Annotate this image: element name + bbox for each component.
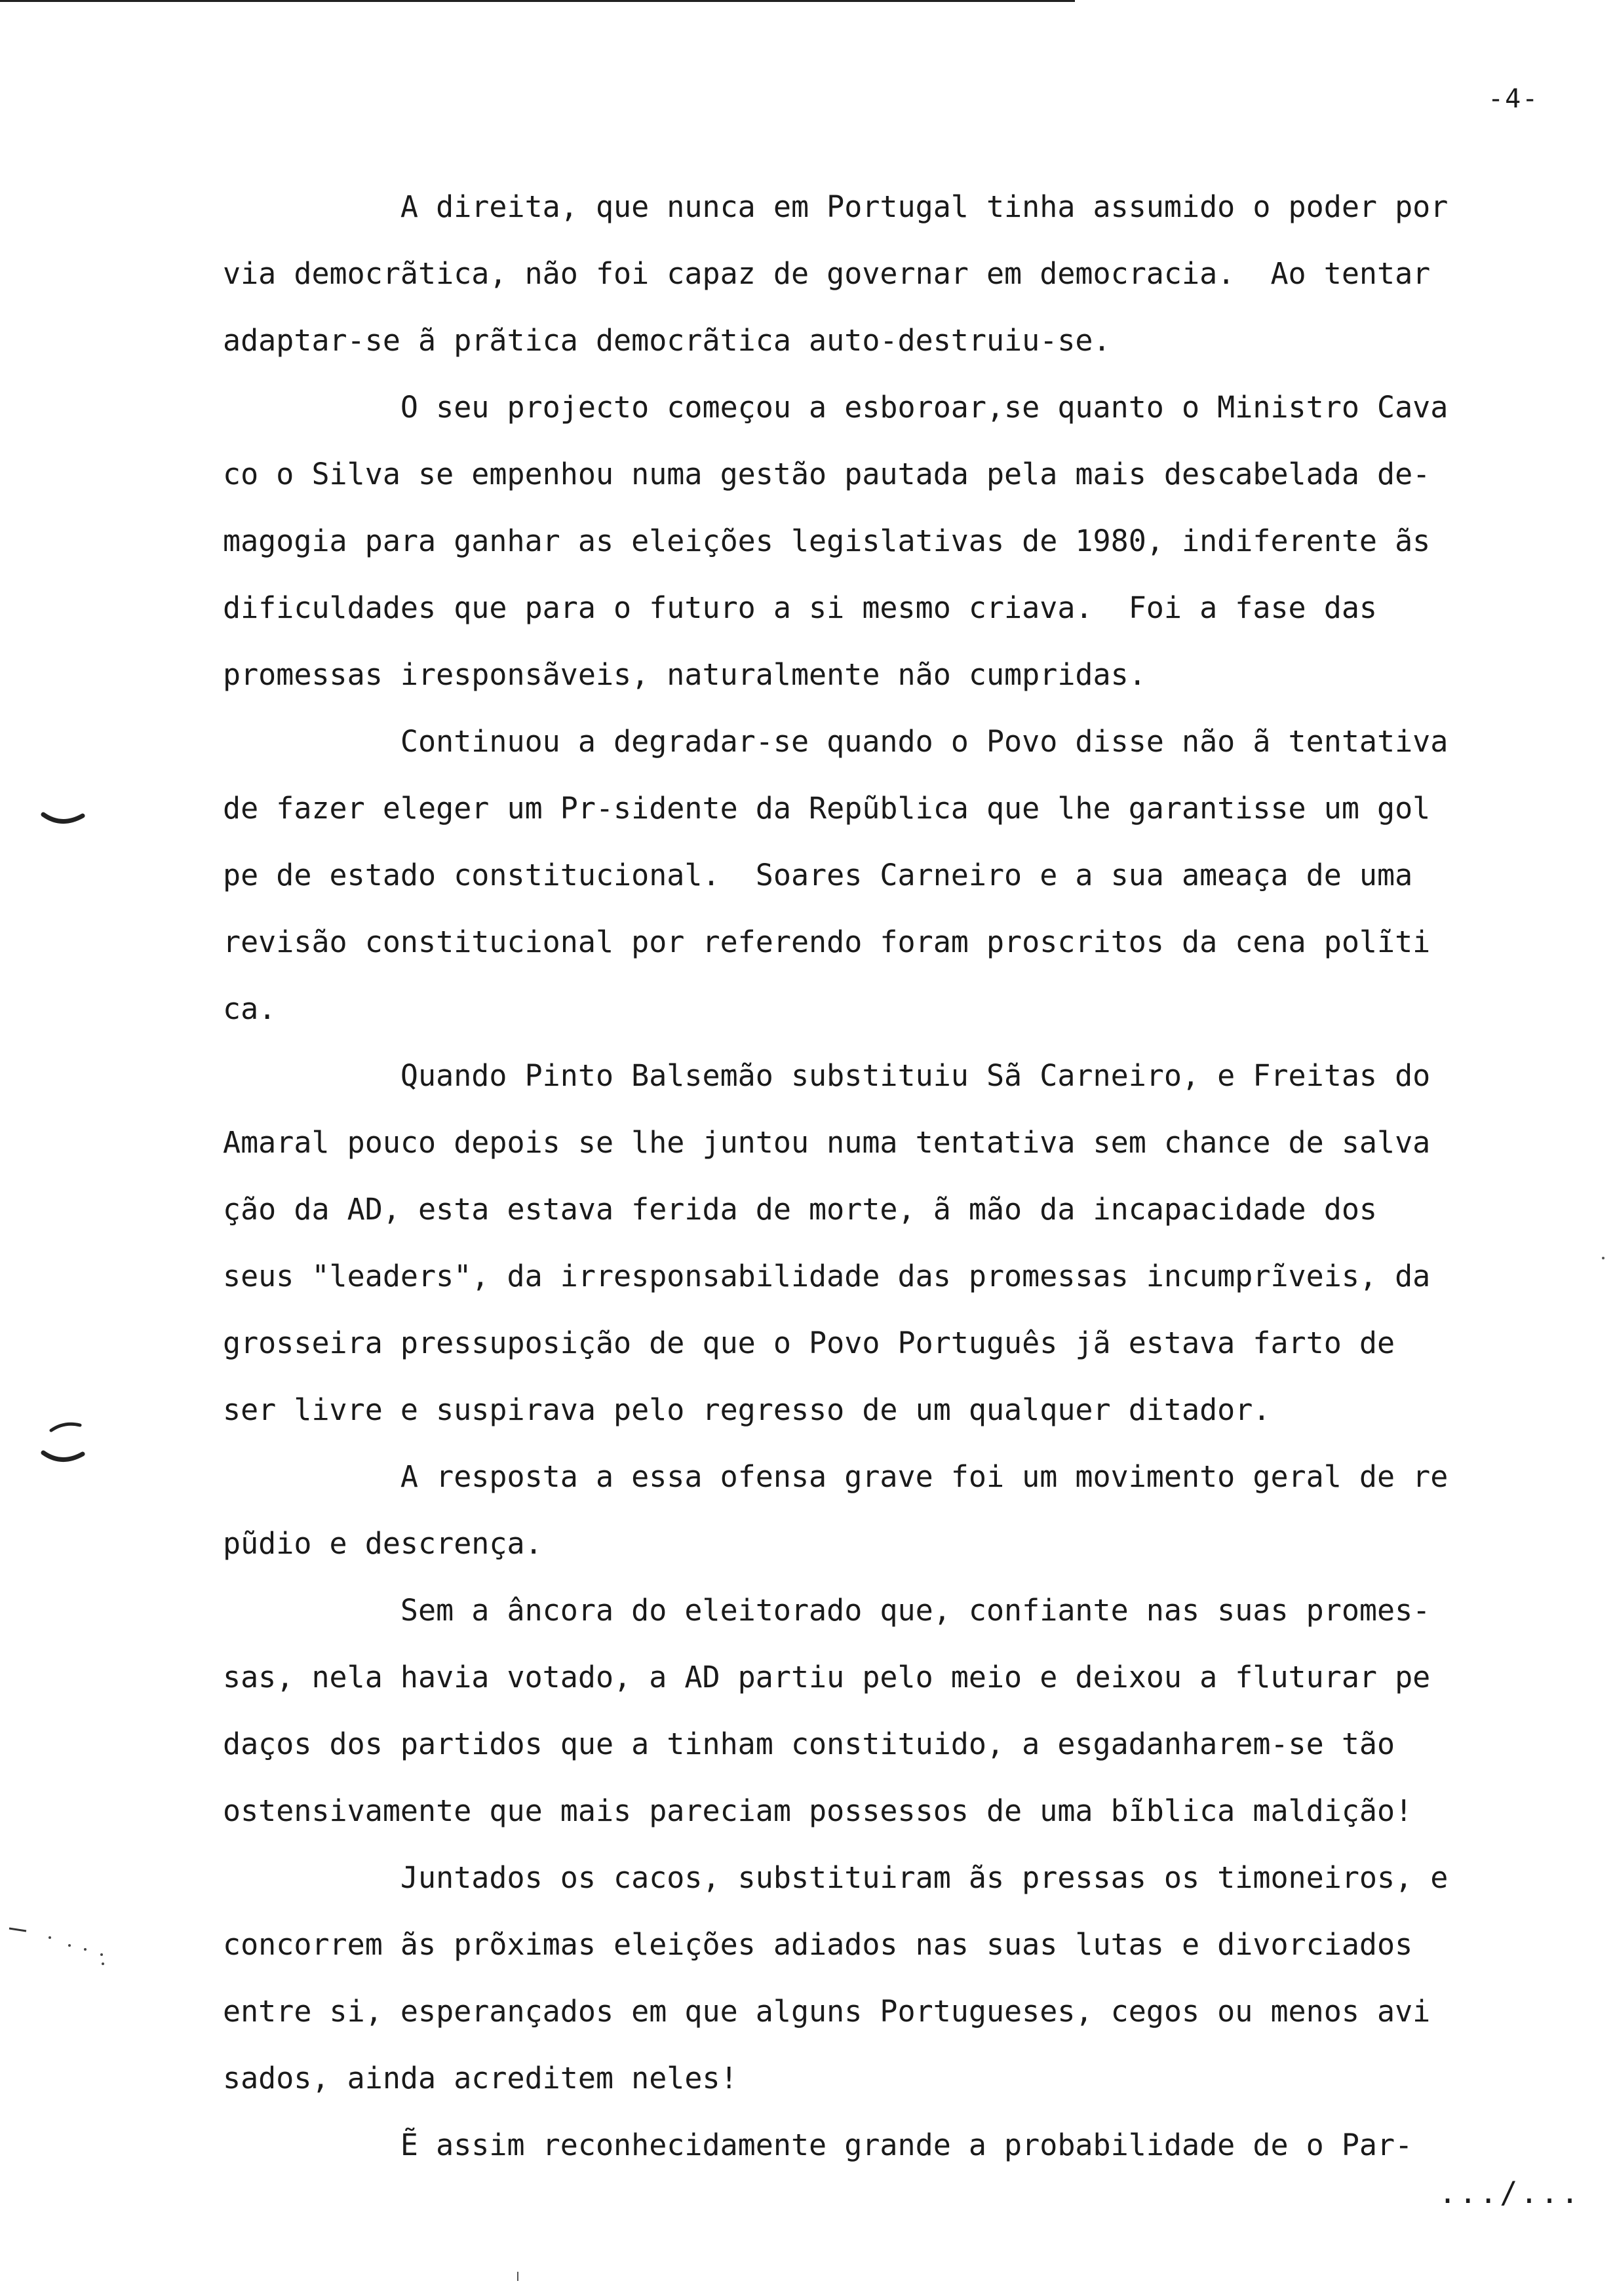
text-line: pe de estado constitucional. Soares Carneiro e a sua ameaça de uma	[223, 858, 1413, 892]
text-line: via democrãtica, não foi capaz de governar em democracia. Ao tentar	[223, 256, 1431, 291]
text-line: A direita, que nunca em Portugal tinha assumido o poder por	[223, 189, 1449, 224]
text-line: co o Silva se empenhou numa gestão pautada pela mais descabelada de-	[223, 457, 1431, 491]
text-line: Sem a âncora do eleitorado que, confiante nas suas promes-	[223, 1593, 1431, 1628]
text-line: magogia para ganhar as eleições legislativas de 1980, indiferente ãs	[223, 524, 1431, 558]
paragraph	[223, 708, 1573, 1043]
text-line: ca.	[223, 991, 277, 1026]
text-line: pũdio e descrença.	[223, 1526, 543, 1561]
paragraph	[223, 374, 1573, 708]
paragraph	[223, 1577, 1573, 1845]
text-line: Ẽ assim reconhecidamente grande a probabilidade de o Par-	[223, 2128, 1413, 2162]
paragraph	[223, 1845, 1573, 2112]
text-line: A resposta a essa ofensa grave foi um movimento geral de re	[223, 1459, 1449, 1494]
text-line: ção da AD, esta estava ferida de morte, ã mão da incapacidade dos	[223, 1192, 1377, 1227]
page-number: -4-	[1488, 84, 1540, 114]
margin-speck	[511, 2270, 524, 2284]
top-edge-rule	[0, 0, 1075, 2]
text-line: dificuldades que para o futuro a si mesmo criava. Foi a fase das	[223, 590, 1377, 625]
paragraph	[223, 1043, 1573, 1444]
continuation-mark: .../...	[1439, 2175, 1582, 2210]
text-line: ostensivamente que mais pareciam possessos de uma bĩblica maldição!	[223, 1793, 1413, 1828]
text-line: seus "leaders", da irresponsabilidade das promessas incumprĩveis, da	[223, 1259, 1431, 1293]
text-line: grosseira pressuposição de que o Povo Português jã estava farto de	[223, 1326, 1395, 1360]
text-line: daços dos partidos que a tinham constituido, a esgadanharem-se tão	[223, 1727, 1395, 1761]
text-line: ser livre e suspirava pelo regresso de um qualquer ditador.	[223, 1392, 1271, 1427]
document-body	[223, 174, 1573, 2179]
text-line: sas, nela havia votado, a AD partiu pelo meio e deixou a fluturar pe	[223, 1660, 1431, 1694]
text-line: Amaral pouco depois se lhe juntou numa tentativa sem chance de salva	[223, 1125, 1431, 1160]
text-line: entre si, esperançados em que alguns Portugueses, cegos ou menos avi	[223, 1994, 1431, 2029]
margin-speck	[1599, 1255, 1612, 1261]
text-line: O seu projecto começou a esboroar,se quanto o Ministro Cava	[223, 390, 1449, 425]
text-line: Continuou a degradar-se quando o Povo disse não ã tentativa	[223, 724, 1449, 759]
text-line: adaptar-se ã prãtica democrãtica auto-destruiu-se.	[223, 323, 1111, 358]
margin-specks	[7, 1923, 111, 1969]
paragraph	[223, 1444, 1573, 1577]
margin-hole-mark	[39, 809, 92, 835]
text-line: Quando Pinto Balsemão substituiu Sã Carneiro, e Freitas do	[223, 1058, 1431, 1093]
margin-hole-mark	[39, 1419, 92, 1471]
text-line: sados, ainda acreditem neles!	[223, 2061, 738, 2095]
text-line: promessas iresponsãveis, naturalmente não cumpridas.	[223, 657, 1146, 692]
paragraph	[223, 174, 1573, 374]
text-line: Juntados os cacos, substituiram ãs pressas os timoneiros, e	[223, 1860, 1449, 1895]
text-line: concorrem ãs prõximas eleições adiados nas suas lutas e divorciados	[223, 1927, 1413, 1962]
text-line: de fazer eleger um Pr-sidente da Repũblica que lhe garantisse um gol	[223, 791, 1431, 826]
paragraph	[223, 2112, 1573, 2179]
text-line: revisão constitucional por referendo foram proscritos da cena polĩti	[223, 925, 1431, 959]
